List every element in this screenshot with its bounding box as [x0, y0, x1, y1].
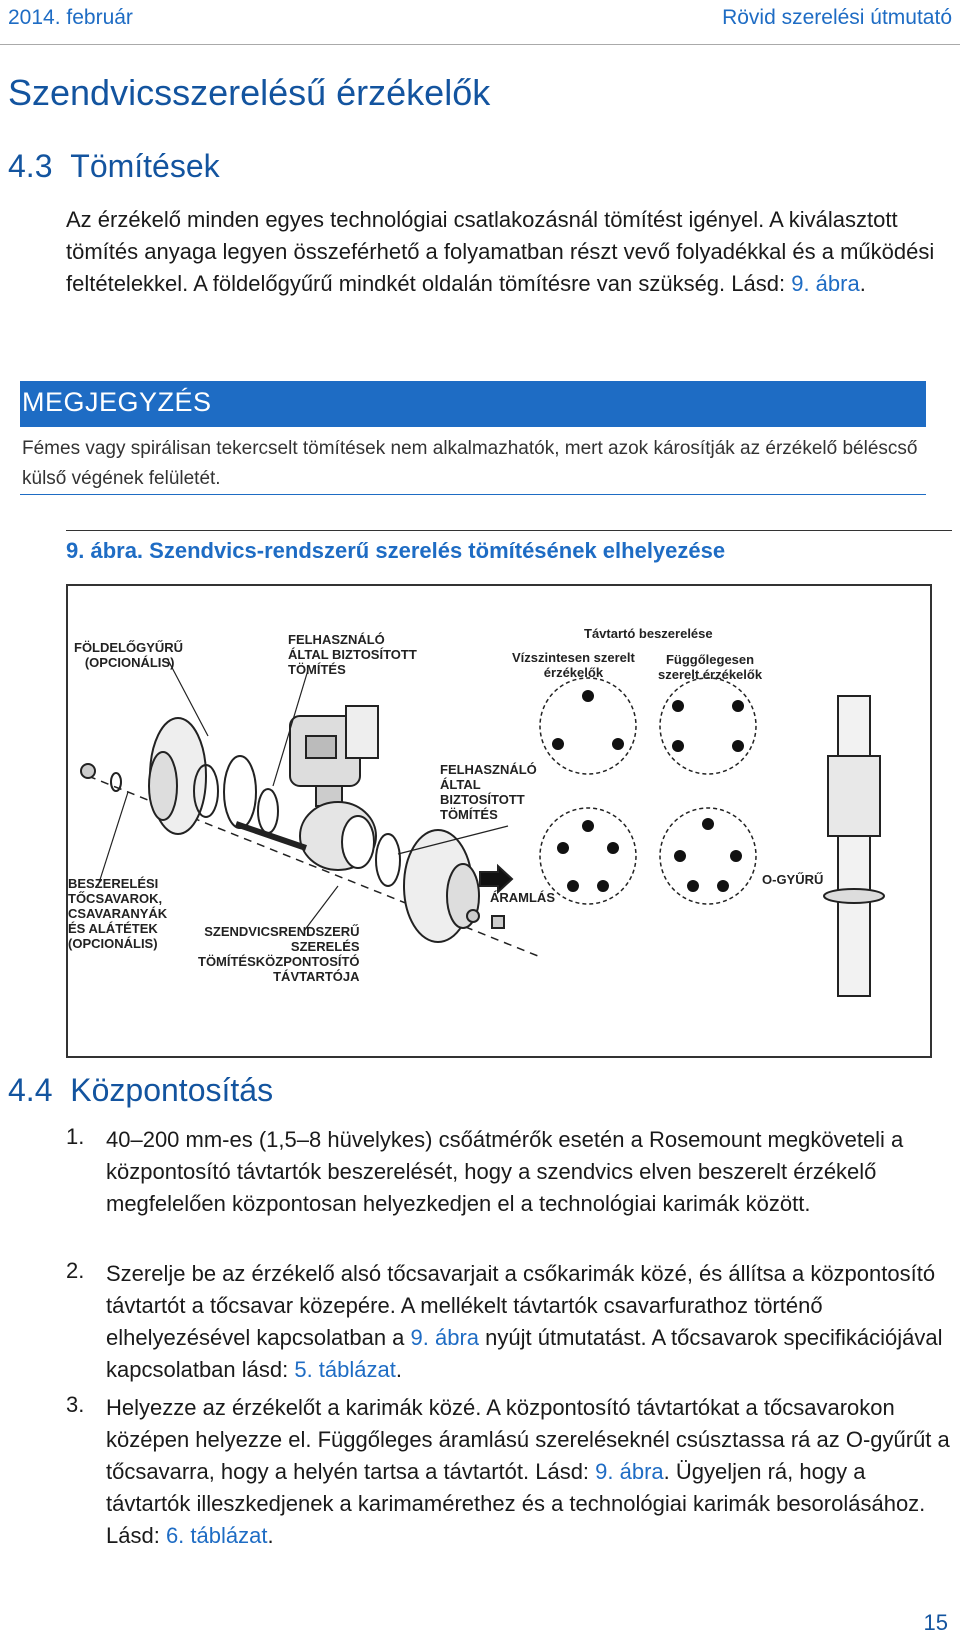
figure-9-link[interactable]: 9. ábra [595, 1459, 664, 1484]
vertical-stud [838, 696, 870, 996]
header-doc-type: Rövid szerelési útmutató [722, 6, 952, 29]
bolt-hole [582, 820, 594, 832]
bolt-hole [597, 880, 609, 892]
paragraph-text: Az érzékelő minden egyes technológiai csatlakozásnál tömítést igényel. A kiválasztott tömítés anyaga legyen összeférhető a folyamatban részt vevő folyadékkal és a működési feltételekkel. A földelőgyűrű mindkét oldalán tömítésre van szükség. Lásd: [66, 207, 935, 296]
section-title: Szendvicsszerelésű érzékelők [8, 72, 491, 113]
bolt-hole [702, 818, 714, 830]
bolt-hole [567, 880, 579, 892]
transmitter-label [306, 736, 336, 758]
bolt-hole [582, 690, 594, 702]
note-divider [20, 494, 926, 495]
washer-right [467, 910, 479, 922]
list-item-number: 3. [66, 1392, 85, 1417]
list-item-number: 1. [66, 1124, 85, 1149]
figure-9-diagram [66, 584, 932, 1058]
heading-number: 4.4 [8, 1072, 53, 1108]
label-horizontal: Vízszintesen szerelt érzékelők [512, 650, 635, 680]
flow-arrow [480, 866, 512, 892]
o-ring [824, 889, 884, 903]
page-number: 15 [923, 1610, 948, 1635]
table-5-link[interactable]: 5. táblázat [294, 1357, 396, 1382]
bolt-hole [687, 880, 699, 892]
bolt-hole [552, 738, 564, 750]
figure-divider [66, 530, 952, 531]
bolt-hole [717, 880, 729, 892]
vertical-spacer [828, 756, 880, 836]
figure-caption: 9. ábra. Szendvics-rendszerű szerelés tömítésének elhelyezése [66, 538, 726, 563]
table-6-link[interactable]: 6. táblázat [165, 1523, 268, 1548]
bolt-hole [557, 842, 569, 854]
label-user-gasket-2: FELHASZNÁLÓ ÁLTAL BIZTOSÍTOTT TÖMÍTÉS [440, 762, 537, 822]
label-flow: ÁRAMLÁS [490, 890, 555, 905]
left-flange-neck [149, 752, 177, 820]
sensor-bore [342, 816, 374, 868]
gasket-right [258, 789, 278, 833]
transmitter-head [346, 706, 378, 758]
gasket-user-2 [376, 834, 400, 886]
label-spacer-install: Távtartó beszerelése [584, 626, 713, 641]
list-item: Helyezze az érzékelőt a karimák közé. A központosító távtartókat a tőcsavarokon középen helyezze el. Függőleges áramlású szereléseknél csúsztassa rá az O-gyűrűt a tőcsavarra, hogy a helyén tartsa a távtartót. Lásd: 9. ábra. Ügyeljen rá, hogy a távtartók illeszkedjenek a karimamérethez és a technológiai karimák besorolásához. Lásd: 6. táblázat. [106, 1395, 950, 1548]
label-o-ring: O-GYŰRŰ [762, 872, 824, 887]
heading-4-4 [8, 1072, 273, 1109]
grounding-ring [224, 756, 256, 828]
bolt-hole [672, 740, 684, 752]
washer-left [111, 773, 121, 791]
note-title: MEGJEGYZÉS [22, 387, 212, 417]
header-date: 2014. február [8, 6, 133, 29]
heading-4-3 [8, 148, 220, 185]
bolt-hole [730, 850, 742, 862]
leader-line [98, 792, 128, 886]
list-item: 40–200 mm-es (1,5–8 hüvelykes) csőátmérők esetén a Rosemount megköveteli a központosító távtartók beszerelését, hogy a szendvics elven beszerelt érzékelő megfelelően központosan helyezkedjen el a technológiai karimák között. [106, 1127, 904, 1216]
paragraph-end: . [859, 271, 866, 296]
nut-left [81, 764, 95, 778]
label-grounding-ring: FÖLDELŐGYŰRŰ (OPCIONÁLIS) [74, 640, 184, 670]
bolt-hole [672, 700, 684, 712]
label-centering-spacer: SZENDVICSRENDSZERŰ SZERELÉS TÖMÍTÉSKÖZPONTOSÍTÓ TÁVTARTÓJA [198, 924, 360, 984]
bolt-hole [607, 842, 619, 854]
note-text: Fémes vagy spirálisan tekercselt tömítések nem alkalmazhatók, mert azok károsítják az érzékelő béléscső külső végének felületét. [22, 438, 918, 489]
bolt-hole [674, 850, 686, 862]
bolt-hole [732, 700, 744, 712]
nut-right [492, 916, 504, 928]
label-vertical: Függőlegesen szerelt érzékelők [658, 652, 763, 682]
header-divider [0, 44, 960, 45]
bolt-hole [612, 738, 624, 750]
vertical-spacer-diagram-1 [660, 678, 756, 774]
list-item: Szerelje be az érzékelő alsó tőcsavarjait a csőkarimák közé, és állítsa a központosító távtartót a tőcsavar közepére. A mellékelt távtartók csavarfurathoz történő elhelyezésével kapcsolatban a 9. ábra nyújt útmutatást. A tőcsavarok specifikációjával kapcsolatban lásd: 5. táblázat. [106, 1261, 943, 1382]
bolt-hole [732, 740, 744, 752]
stud-bolt [236, 824, 306, 848]
heading-text: Központosítás [70, 1072, 274, 1108]
figure-9-link[interactable]: 9. ábra [791, 271, 860, 296]
heading-number: 4.3 [8, 148, 53, 184]
list-item-number: 2. [66, 1258, 85, 1283]
gaskets-paragraph [66, 204, 946, 300]
label-user-gasket: FELHASZNÁLÓ ÁLTAL BIZTOSÍTOTT TÖMÍTÉS [288, 632, 417, 677]
figure-9-link[interactable]: 9. ábra [410, 1325, 480, 1350]
label-bolts: BESZERELÉSI TŐCSAVAROK, CSAVARANYÁK ÉS ALÁTÉTEK (OPCIONÁLIS) [68, 876, 168, 951]
heading-text: Tömítések [70, 148, 220, 184]
